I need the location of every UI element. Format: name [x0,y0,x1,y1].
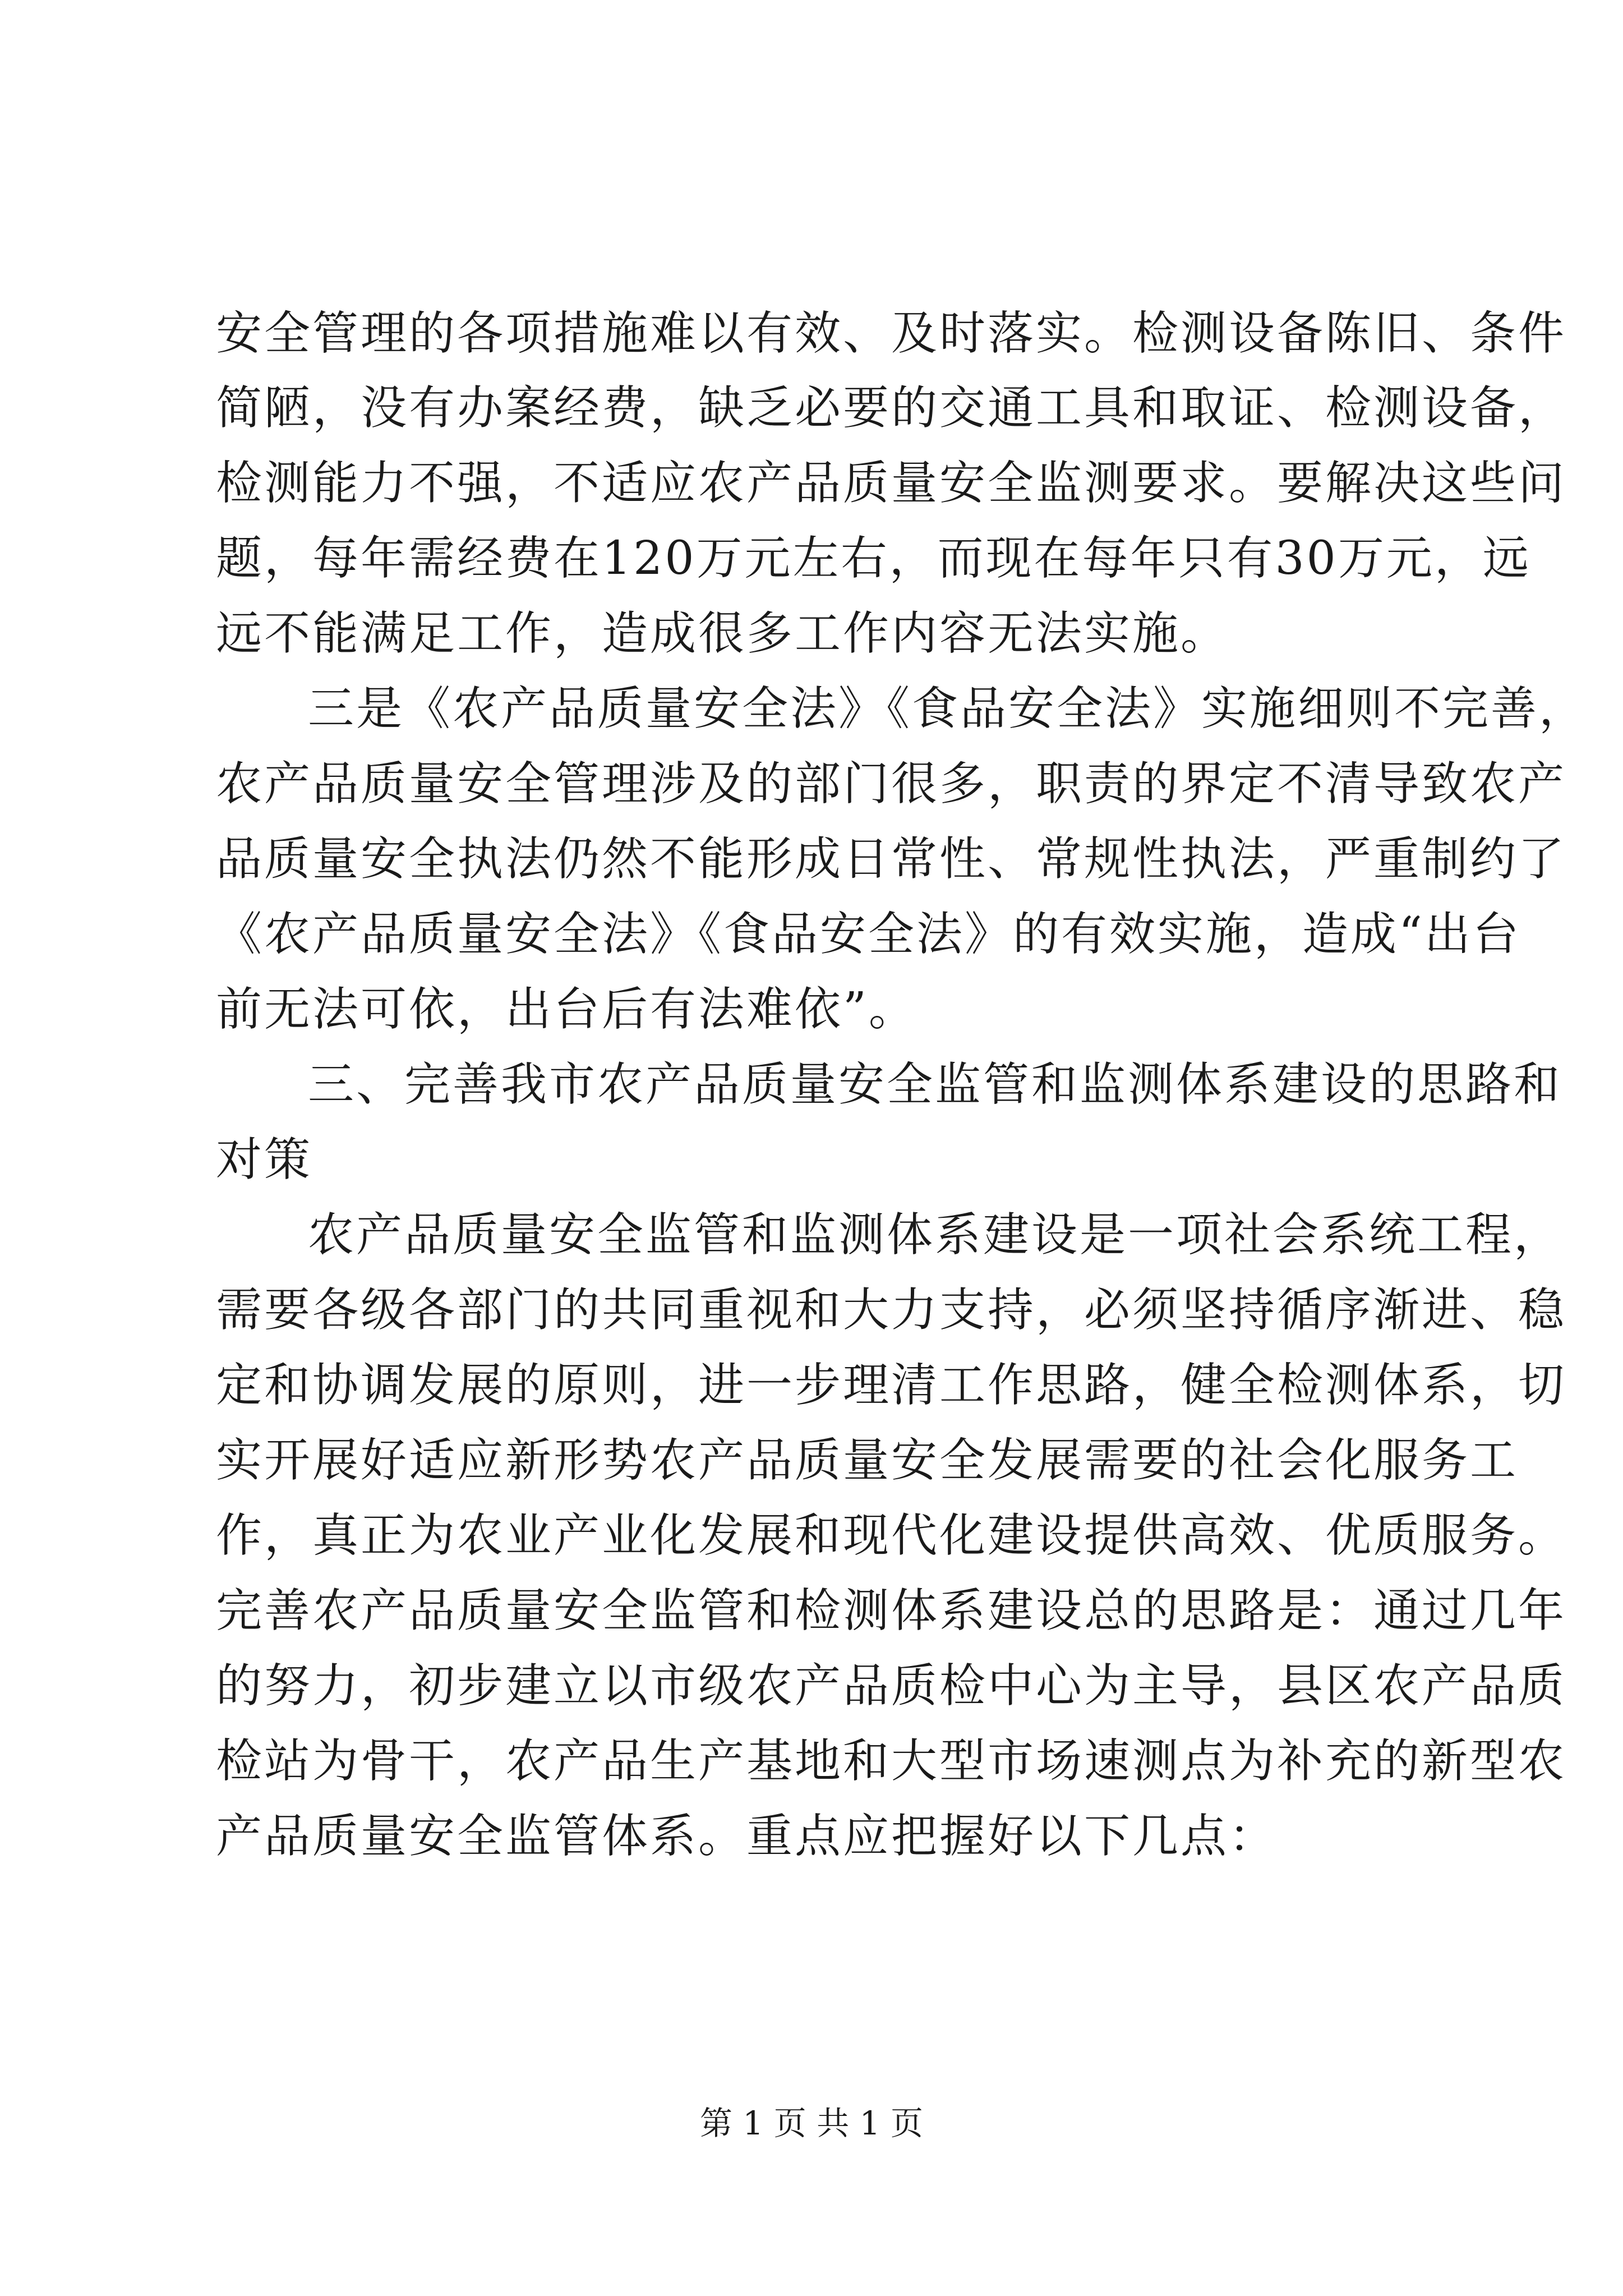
section-heading: 三、完善我市农产品质量安全监管和监测体系建设的思路和 [308,1058,1562,1111]
text-line: 作，真正为农业产业化发展和现代化建设提供高效、优质服务。 [216,1509,1567,1562]
text-line: 题，每年需经费在120万元左右，而现在每年只有30万元，远 [216,532,1531,585]
text-line: 品质量安全执法仍然不能形成日常性、常规性执法，严重制约了 [216,832,1567,886]
text-line: 农产品质量安全监管和监测体系建设是一项社会系统工程， [308,1208,1562,1262]
text-line: 实开展好适应新形势农产品质量安全发展需要的社会化服务工 [216,1434,1519,1487]
text-line: 的努力，初步建立以市级农产品质检中心为主导，县区农产品质 [216,1659,1567,1713]
page-number-footer: 第 1 页 共 1 页 [700,2104,923,2142]
text-line: 《农产品质量安全法》《食品安全法》的有效实施，造成“出台 [216,908,1521,961]
text-line: 三是《农产品质量安全法》《食品安全法》实施细则不完善， [308,682,1588,735]
text-line: 需要各级各部门的共同重视和大力支持，必须坚持循序渐进、稳 [216,1283,1567,1337]
text-line: 检测能力不强，不适应农产品质量安全监测要求。要解决这些问 [216,457,1567,510]
text-line: 远不能满足工作，造成很多工作内容无法实施。 [216,607,1229,660]
text-line: 定和协调发展的原则，进一步理清工作思路，健全检测体系，切 [216,1359,1567,1412]
section-heading: 对策 [216,1133,313,1186]
text-line: 检站为骨干，农产品生产基地和大型市场速测点为补充的新型农 [216,1734,1567,1788]
text-line: 前无法可依，出台后有法难依”。 [216,983,917,1036]
text-line: 安全管理的各项措施难以有效、及时落实。检测设备陈旧、条件 [216,307,1567,360]
text-line: 产品质量安全监管体系。重点应把握好以下几点： [216,1810,1278,1863]
text-line: 完善农产品质量安全监管和检测体系建设总的思路是：通过几年 [216,1584,1567,1637]
text-line: 简陋，没有办案经费，缺乏必要的交通工具和取证、检测设备， [216,381,1567,435]
text-line: 农产品质量安全管理涉及的部门很多，职责的界定不清导致农产 [216,757,1567,811]
